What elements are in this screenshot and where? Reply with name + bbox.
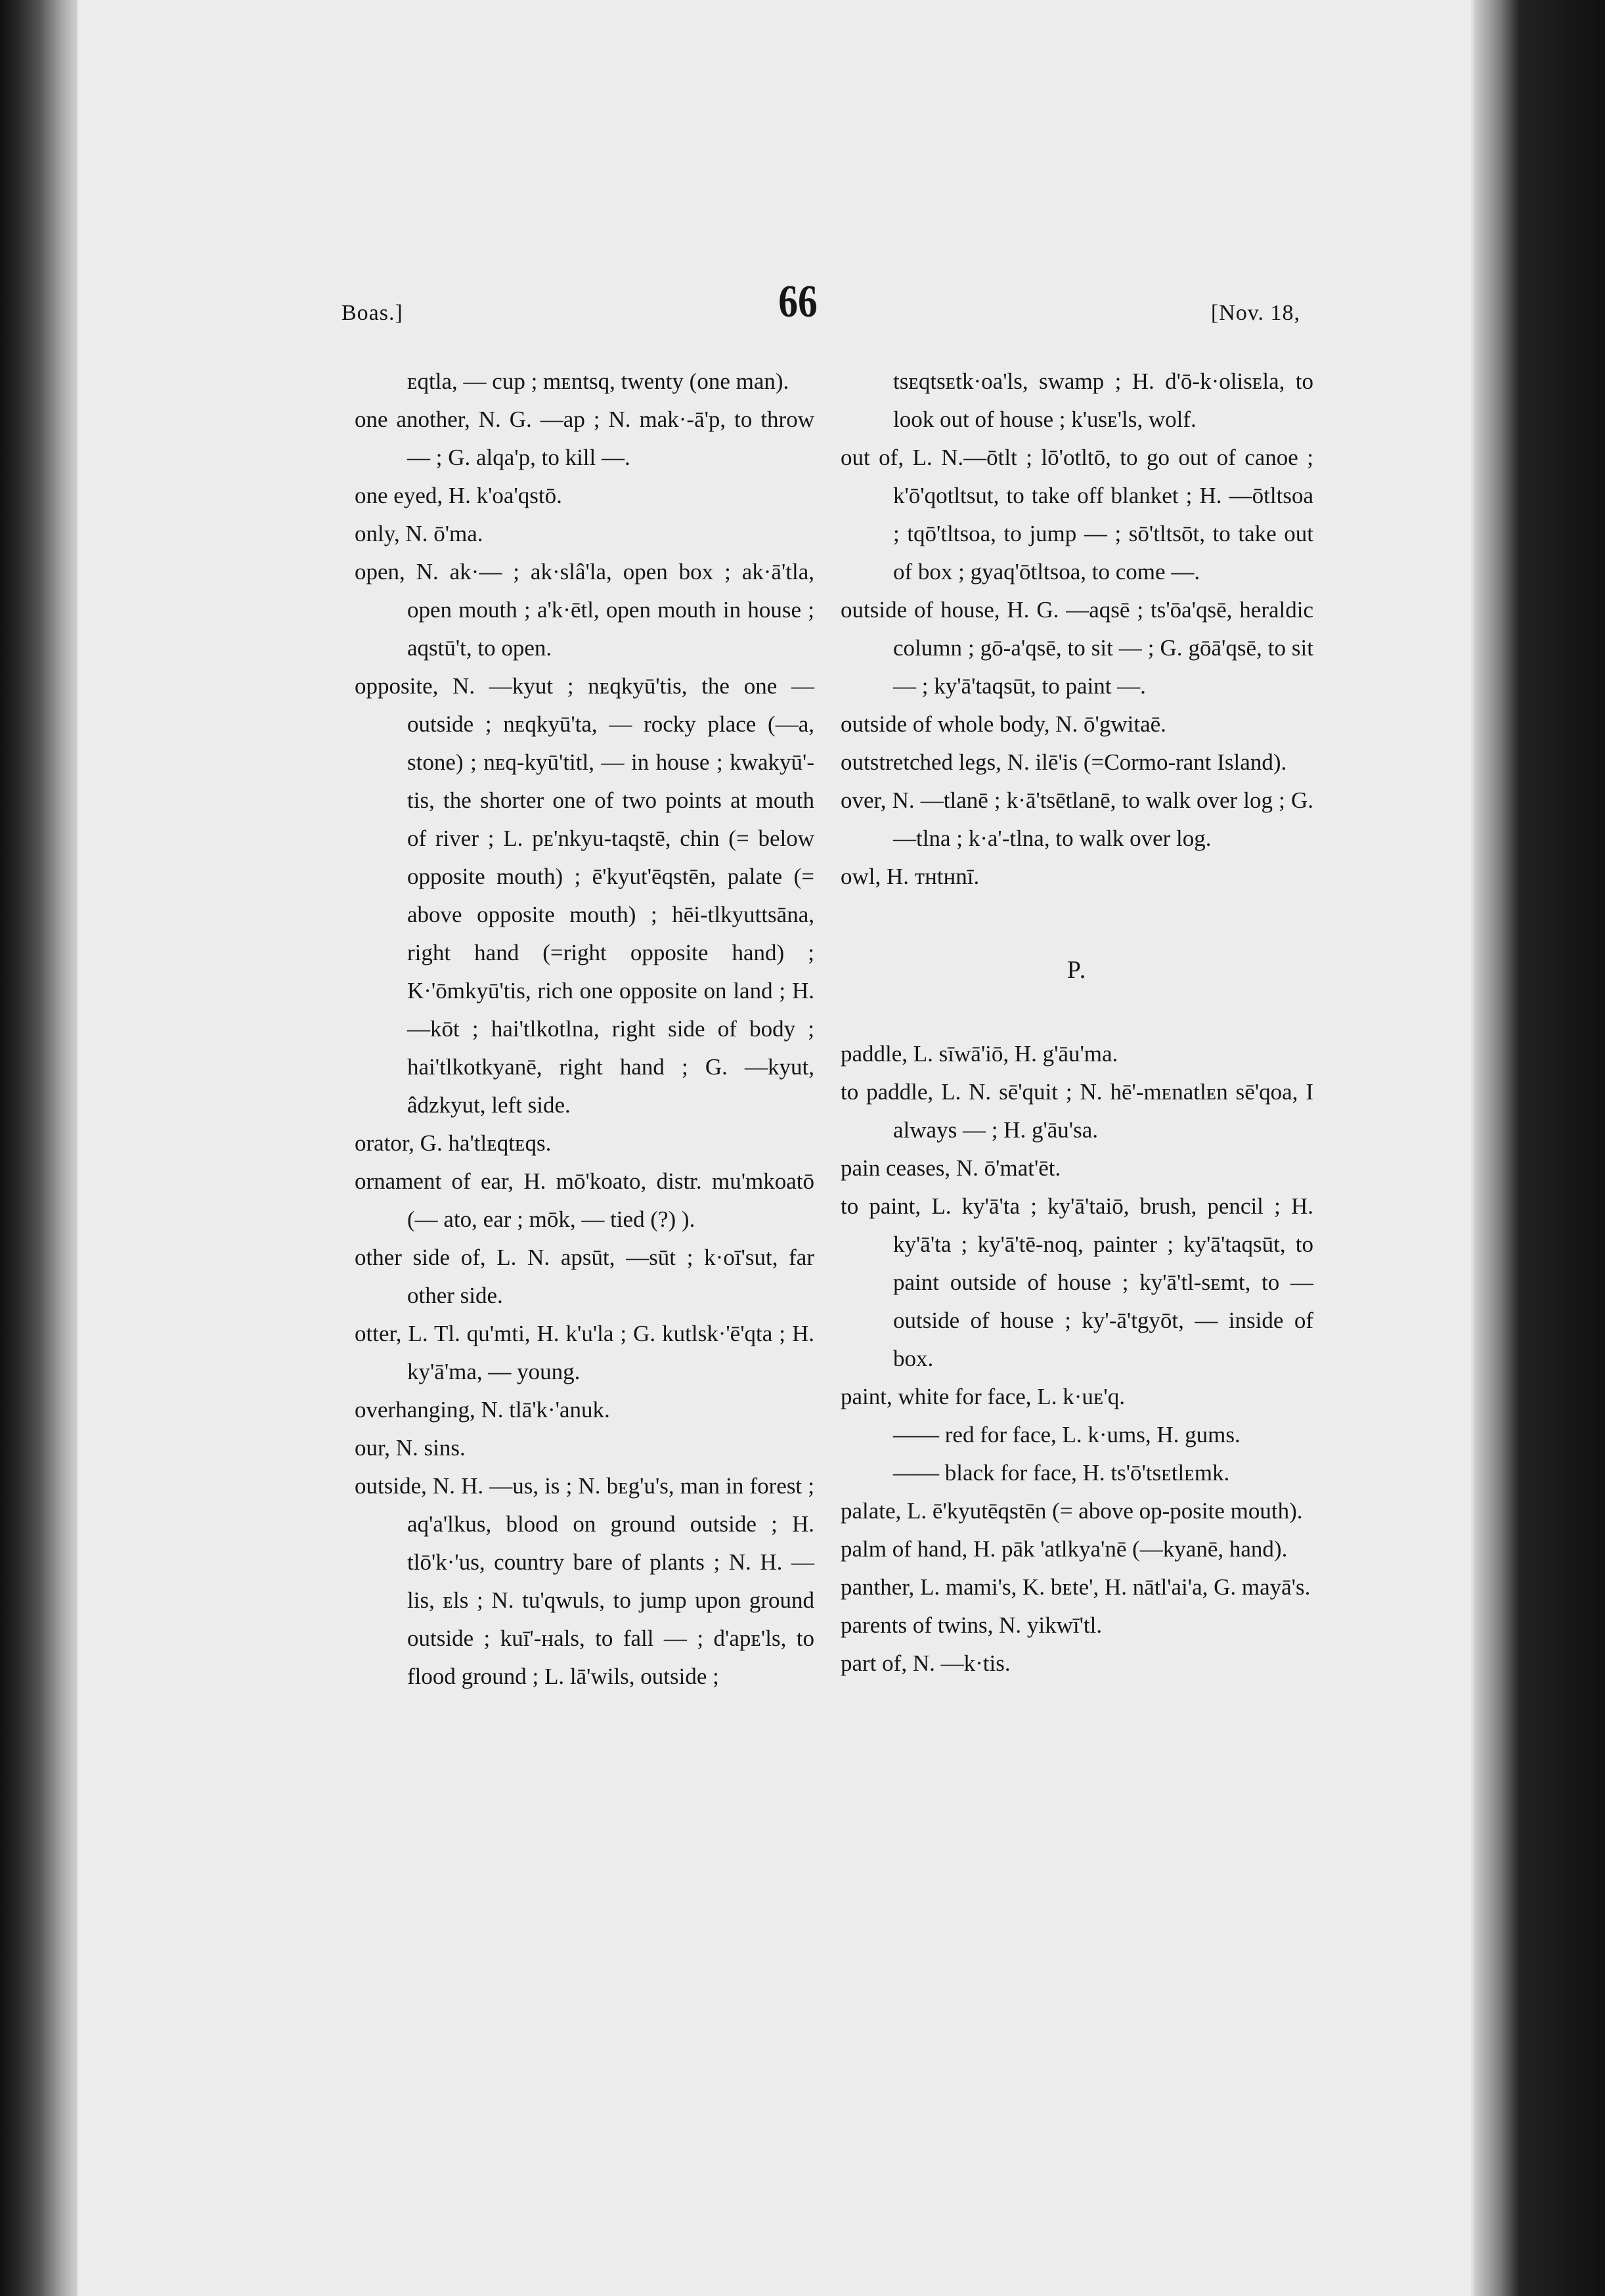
dictionary-entry: outside, N. H. —us, is ; N. bᴇg'u's, man in forest ; aq'a'lkus, blood on ground outside ; H. tlō'k·'us, country bare of plants ; N. H. — lis, ᴇls ; N. tu'qwuls, to jump upon ground outside ; kuī'-ʜals, to fall — ; d'apᴇ'ls, to flood ground ; L. lā'wils, outside ; (355, 1473, 814, 1689)
book-binding-left-shadow (0, 0, 79, 2296)
dictionary-entry: otter, L. Tl. qu'mti, H. k'u'la ; G. kutlsk·'ē'qta ; H. ky'ā'ma, — young. (355, 1321, 814, 1384)
dictionary-entry: to paint, L. ky'ā'ta ; ky'ā'taiō, brush, pencil ; H. ky'ā'ta ; ky'ā'tē-noq, painter ; ky'ā'taqsūt, to paint outside of house ; ky'ā'tl-sᴇmt, to — outside of house ; ky'-ā'tgyōt, — inside of box. (841, 1193, 1313, 1371)
dictionary-entry: one eyed, H. k'oa'qstō. (355, 483, 562, 508)
dictionary-entry: other side of, L. N. apsūt, —sūt ; k·oī'sut, far other side. (355, 1245, 814, 1308)
section-letter: P. (1066, 956, 1088, 984)
header-author: Boas.] (341, 301, 403, 325)
dictionary-entry: ᴇqtla, — cup ; mᴇntsq, twenty (one man). (407, 368, 789, 394)
dictionary-entry: panther, L. mami's, K. bᴇte', H. nātl'ai'a, G. mayā's. (841, 1574, 1311, 1600)
dictionary-entry: only, N. ō'ma. (355, 521, 483, 546)
dictionary-entry: ornament of ear, H. mō'koato, distr. mu'mkoatō (— ato, ear ; mōk, — tied (?) ). (355, 1168, 814, 1232)
dictionary-entry: parents of twins, N. yikwī'tl. (841, 1612, 1103, 1638)
dictionary-entry: part of, N. —k·tis. (841, 1650, 1011, 1676)
dictionary-entry: paddle, L. sīwā'iō, H. g'āu'ma. (841, 1041, 1118, 1067)
dictionary-entry: —— red for face, L. k·ums, H. gums. (893, 1422, 1241, 1447)
dictionary-entry: over, N. —tlanē ; k·ā'tsētlanē, to walk over log ; G. —tlna ; k·a'-tlna, to walk over log. (841, 787, 1313, 851)
dictionary-entry: opposite, N. —kyut ; nᴇqkyū'tis, the one — outside ; nᴇqkyū'ta, — rocky place (—a, stone) ; nᴇq-kyū'titl, — in house ; kwakyū'-tis, the shorter one of two points at mouth of river ; L. pᴇ'nkyu-taqstē, chin (= below opposite mouth) ; ē'kyut'ēqstēn, palate (= above opposite mouth) ; hēi-tlkyuttsāna, right hand (=right opposite hand) ; K·'ōmkyū'tis, rich one opposite on land ; H. —kōt ; hai'tlkotlna, right side of body ; hai'tlkotkyanē, right hand ; G. —kyut, âdzkyut, left side. (355, 673, 814, 1118)
dictionary-entry: overhanging, N. tlā'k·'anuk. (355, 1397, 610, 1423)
left-column (355, 363, 814, 1696)
dictionary-entry: open, N. ak·— ; ak·slâ'la, open box ; ak·ā'tla, open mouth ; a'k·ētl, open mouth in house ; aqstū't, to open. (355, 559, 814, 661)
page-header (341, 276, 1300, 348)
dictionary-entry: outside of whole body, N. ō'gwitaē. (841, 711, 1166, 737)
right-column (841, 363, 1313, 1683)
page-number: 66 (778, 276, 818, 327)
dictionary-entry: to paddle, L. N. sē'quit ; N. hē'-mᴇnatlᴇn sē'qoa, I always — ; H. g'āu'sa. (841, 1079, 1313, 1143)
dictionary-entry: paint, white for face, L. k·uᴇ'q. (841, 1384, 1125, 1409)
dictionary-entry: outside of house, H. G. —aqsē ; ts'ōa'qsē, heraldic column ; gō-a'qsē, to sit — ; G. gōā'qsē, to sit — ; ky'ā'taqsūt, to paint —. (841, 597, 1313, 699)
dictionary-entry: out of, L. N.—ōtlt ; lō'otltō, to go out of canoe ; k'ō'qotltsut, to take off blanket ; H. —ōtltsoa ; tqō'tltsoa, to jump — ; sō'tltsōt, to take out of box ; gyaq'ōtltsoa, to come —. (841, 445, 1313, 585)
dictionary-entry: our, N. sins. (355, 1435, 466, 1461)
dictionary-entry: palate, L. ē'kyutēqstēn (= above op-posite mouth). (841, 1498, 1303, 1524)
dictionary-entry: orator, G. ha'tlᴇqtᴇqs. (355, 1130, 552, 1156)
dictionary-entry: owl, H. ᴛʜtʜnī. (841, 864, 980, 889)
header-date: [Nov. 18, (1210, 301, 1300, 325)
book-edge-right-shadow (1474, 0, 1605, 2296)
dictionary-entry: pain ceases, N. ō'mat'ēt. (841, 1155, 1061, 1181)
dictionary-entry: outstretched legs, N. ilē'is (=Cormo-rant Island). (841, 749, 1287, 775)
dictionary-entry: tsᴇqtsᴇtk·oa'ls, swamp ; H. d'ō-k·olisᴇla, to look out of house ; k'usᴇ'ls, wolf. (893, 368, 1313, 432)
dictionary-entry: —— black for face, H. ts'ō'tsᴇtlᴇmk. (893, 1460, 1230, 1486)
dictionary-entry: palm of hand, H. pāk 'atlkya'nē (—kyanē, hand). (841, 1536, 1288, 1562)
dictionary-entry: one another, N. G. —ap ; N. mak·-ā'p, to throw — ; G. alqa'p, to kill —. (355, 407, 814, 470)
